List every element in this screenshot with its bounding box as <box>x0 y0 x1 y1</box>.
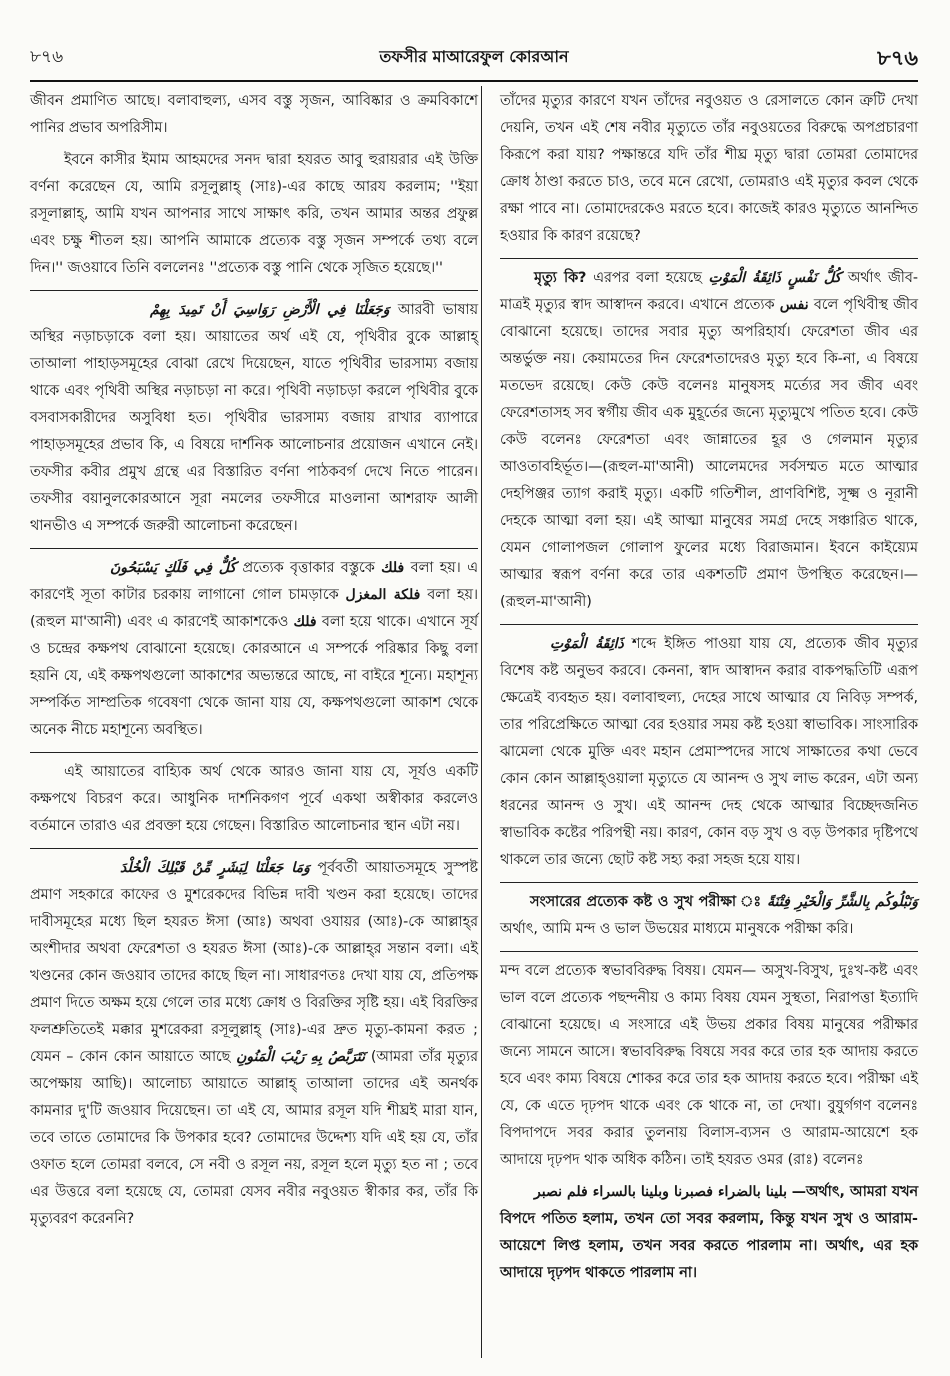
arabic-verse: ذَائِقَةُ الْمَوْتِ <box>550 636 624 652</box>
page-number-left: ৮৭৬ <box>30 47 64 67</box>
page-number-right: ৮৭৬ <box>877 46 918 70</box>
right-paragraph-6 <box>500 1179 918 1287</box>
arabic-verse: كُلٌّ فِي فَلَكٍ يَسْبَحُونَ <box>110 560 236 576</box>
page-header <box>30 40 918 74</box>
arabic-quote: بلينا بالضراء فصبرنا وبلينا بالسراء فلم نصبر <box>534 1184 788 1200</box>
right-paragraph-3 <box>500 631 918 874</box>
arabic-verse: وَجَعَلْنَا فِي الْأَرْضِ رَوَاسِيَ أَنْ تَمِيدَ بِهِمْ <box>150 302 390 318</box>
left-paragraph-4 <box>30 555 478 744</box>
right-paragraph-2 <box>500 265 918 616</box>
left-paragraph-6 <box>30 855 478 1233</box>
running-title: তফসীর মাআরেফুল কোরআন <box>379 47 569 66</box>
left-paragraph-4-d: বলা হয়ে থাকে। এখানে সূর্য ও চন্দ্রের কক্ষপথ বোঝানো হয়েছে। কোরআনে এ সম্পর্কে পরিষ্কার কিছু বলা হয়নি যে, এই কক্ষপথগুলো আকাশের অভ্যন্তরে আছে, না বাইরে শূন্যে। মহাশূন্য সম্পর্কিত সাম্প্রতিক গবেষণা থেকে জানা যায় যে, কক্ষপথগুলো আকাশ থেকে অনেক নীচে মহাশূন্যে অবস্থিত। <box>30 614 479 738</box>
section-heading: সংসারের প্রত্যেক কষ্ট ও সুখ পরীক্ষা ঃ <box>530 894 762 910</box>
arabic-verse-2: نَتَرَبَّصُ بِهِ رَيْبَ الْمَنُونِ <box>236 1049 366 1065</box>
header-rule <box>30 80 918 82</box>
right-column <box>500 88 918 1292</box>
separator <box>500 951 918 952</box>
separator <box>30 548 478 549</box>
right-paragraph-4-a: অর্থাৎ, আমি মন্দ ও ভাল উভয়ের মাধ্যমে মানুষকে পরীক্ষা করি। <box>500 921 854 937</box>
column-divider <box>481 86 482 1358</box>
separator <box>30 752 478 753</box>
left-paragraph-2: ইবনে কাসীর ইমাম আহমদের সনদ দ্বারা হযরত আবু হুরায়রার এই উক্তি বর্ণনা করেছেন যে, আমি রসূলুল্লাহ্ (সাঃ)-এর কাছে আরয করলাম; ''ইয়া রসূলাল্লাহ্, আমি যখন আপনার সাথে সাক্ষাৎ করি, তখন আমার অন্তর প্রফুল্ল এবং চক্ষু শীতল হয়। আপনি আমাকে প্রত্যেক বস্তু সৃজন সম্পর্কে তথ্য বলে দিন।'' জওয়াবে তিনি বললেনঃ ''প্রত্যেক বস্তু পানি থেকে সৃজিত হয়েছে।'' <box>30 152 478 276</box>
right-paragraph-2-b: অর্থাৎ জীব-মাত্রই মৃত্যুর স্বাদ আস্বাদন করবে। এখানে প্রত্যেক <box>500 270 919 313</box>
left-paragraph-1: জীবন প্রমাণিত আছে। বলাবাহুল্য, এসব বস্তু সৃজন, আবিষ্কার ও ক্রমবিকাশে পানির প্রভাব অপরিসীম। <box>30 93 478 136</box>
left-column <box>30 88 478 1238</box>
arabic-verse: كُلُّ نَفْسٍ ذَائِقَةُ الْمَوْتِ <box>708 270 842 286</box>
right-paragraph-2-c: বলে পৃথিবীস্থ জীব বোঝানো হয়েছে। তাদের সবার মৃত্যু অপরিহার্য। ফেরেশতা জীব এর অন্তর্ভুক্ত নয়। কেয়ামতের দিন ফেরেশতাদেরও মৃত্যু হবে কি-না, এ বিষয়ে মতভেদ রয়েছে। কেউ কেউ বলেনঃ মানুষসহ মর্ত্যের সব জীব এবং ফেরেশতাসহ সব স্বর্গীয় জীব এক মুহূর্তের জন্যে মৃত্যুমুখে পতিত হবে। কেউ কেউ বলেনঃ ফেরেশতা এবং জান্নাতের হূর ও গেলমান মৃত্যুর আওতাবহির্ভূত।—(রূহুল-মা'আনী) আলেমদের সর্বসম্মত মতে আত্মার দেহপিঞ্জর ত্যাগ করাই মৃত্যু। একটি গতিশীল, প্রাণবিশিষ্ট, সূক্ষ্ম ও নূরানী দেহকে আত্মা বলা হয়। এই আত্মা মানুষের সমগ্র দেহে সঞ্চারিত থাকে, যেমন গোলাপজল গোলাপ ফুলের মধ্যে বিরাজমান। ইবনে কাইয়্যেম আত্মার স্বরূপ বর্ণনা করে তার একশতটি প্রমাণ উপস্থিত করেছেন।—(রূহুল-মা'আনী) <box>500 297 919 610</box>
separator <box>30 290 478 291</box>
left-paragraph-5: এই আয়াতের বাহ্যিক অর্থ থেকে আরও জানা যায় যে, সূর্যও একটি কক্ষপথে বিচরণ করে। আধুনিক দার্শনিকগণ পূর্বে একথা অস্বীকার করলেও বর্তমানে তারাও এর প্রবক্তা হয়ে গেছেন। বিস্তারিত আলোচনার স্থান এটা নয়। <box>30 764 478 834</box>
arabic-verse: وَمَا جَعَلْنَا لِبَشَرٍ مِّنْ قَبْلِكَ الْخُلْدَ <box>120 860 310 876</box>
right-paragraph-2-a: এরপর বলা হয়েছে <box>593 270 702 286</box>
arabic-word-falakat: فلكة المغزل <box>345 587 421 603</box>
right-paragraph-5: মন্দ বলে প্রত্যেক স্বভাববিরুদ্ধ বিষয়। যেমন— অসুখ-বিসুখ, দুঃখ-কষ্ট এবং ভাল বলে প্রত্যেক পছন্দনীয় ও কাম্য বিষয় যেমন সুস্থতা, নিরাপত্তা ইত্যাদি বোঝানো হয়েছে। এ সংসারে এই উভয় প্রকার বিষয় মানুষের পরীক্ষার জন্যে সামনে আসে। স্বভাববিরুদ্ধ বিষয়ে সবর করে তার হক আদায় করতে হবে এবং কাম্য বিষয়ে শোকর করে তার হক আদায় করতে হবে। পরীক্ষা এই যে, কে এতে দৃঢ়পদ থাকে এবং কে থাকে না, তা দেখা। বুযুর্গগণ বলেনঃ বিপদাপদে সবর করার তুলনায় বিলাস-ব্যসন ও আরাম-আয়েশে হক আদায়ে দৃঢ়পদ থাক অধিক কঠিন। তাই হযরত ওমর (রাঃ) বলেনঃ <box>500 963 918 1168</box>
arabic-word-falak-2: فلك <box>293 614 317 630</box>
right-paragraph-6-text: —অর্থাৎ, আমরা যখন বিপদে পতিত হলাম, তখন তো সবর করলাম, কিন্তু যখন সুখ ও আরাম-আয়েশে লিপ্ত হলাম, তখন সবর করতে পারলাম না। অর্থাৎ, এর হক আদায়ে দৃঢ়পদ থাকতে পারলাম না। <box>500 1184 918 1281</box>
right-paragraph-4 <box>500 889 918 943</box>
right-paragraph-1: তাঁদের মৃত্যুর কারণে যখন তাঁদের নবুওয়ত ও রেসালতে কোন ত্রুটি দেখা দেয়নি, তখন এই শেষ নবীর মৃত্যুতে তাঁর নবুওয়তের বিরুদ্ধে অপপ্রচারণা কিরূপে করা যায়? পক্ষান্তরে যদি তাঁর শীঘ্র মৃত্যু দ্বারা তোমরা তোমাদের ক্রোধ ঠাণ্ডা করতে চাও, তবে মনে রেখো, তোমরাও এই মৃত্যুর কবল থেকে রক্ষা পাবে না। তোমাদেরকেও মরতে হবে। কাজেই কারও মৃত্যুতে আনন্দিত হওয়ার কি কারণ রয়েছে? <box>500 93 918 244</box>
separator <box>500 258 918 259</box>
left-paragraph-6-a: পূর্ববর্তী আয়াতসমূহে সুস্পষ্ট প্রমাণ সহকারে কাফের ও মুশরেকদের বিভিন্ন দাবী খণ্ডন করা হয়েছে। তাদের দাবীসমূহের মধ্যে ছিল হযরত ঈসা (আঃ) অথবা ওযায়র (আঃ)-কে আল্লাহ্‌র অংশীদার অথবা ফেরেশতা ও হযরত ঈসা (আঃ)-কে আল্লাহ্‌র সন্তান বলা। এই খণ্ডনের কোন জওয়াব তাদের কাছে ছিল না। সাধারণতঃ দেখা যায় যে, প্রতিপক্ষ প্রমাণ দিতে অক্ষম হয়ে গেলে তার মধ্যে ক্রোধ ও বিরক্তির সৃষ্টি হয়। এই বিরক্তির ফলশ্রুতিতেই মক্কার মুশরেকরা রসূলুল্লাহ্ (সাঃ)-এর দ্রুত মৃত্যু-কামনা করত ; যেমন – কোন কোন আয়াতে আছে <box>30 860 478 1065</box>
left-paragraph-4-a: প্রত্যেক বৃত্তাকার বস্তুকে <box>242 560 375 576</box>
left-paragraph-6-b: (আমরা তাঁর মৃত্যুর অপেক্ষায় আছি)। আলোচ্য আয়াতে আল্লাহ্ তাআলা তাদের এই অনর্থক কামনার দু'টি জওয়াব দিয়েছেন। তা এই যে, আমার রসূল যদি শীঘ্রই মারা যান, তবে তাতে তোমাদের কি উপকার হবে? তোমাদের উদ্দেশ্য যদি এই হয় যে, তাঁর ওফাত হলে তোমরা বলবে, সে নবী ও রসূল নয়, রসূল হলে মৃত্যু হত না ; তবে এর উত্তরে বলা হয়েছে যে, তোমরা যেসব নবীর নবুওয়ত স্বীকার কর, তাঁর কি মৃত্যুবরণ করেননি? <box>30 1049 479 1227</box>
section-heading: মৃত্যু কি? <box>534 270 587 286</box>
left-paragraph-3-text: আরবী ভাষায় অস্থির নড়াচড়াকে বলা হয়। আয়াতের অর্থ এই যে, পৃথিবীর বুকে আল্লাহ্ তাআলা পাহাড়সমূহের বোঝা রেখে দিয়েছেন, যাতে পৃথিবীর ভারসাম্য বজায় থাকে এবং পৃথিবী অস্থির নড়াচড়া না করে। পৃথিবী নড়াচড়া করলে পৃথিবীর বুকে বসবাসকারীদের অসুবিধা হত। পৃথিবীর ভারসাম্য বজায় রাখার ব্যাপারে পাহাড়সমূহের প্রভাব কি, এ বিষয়ে দার্শনিক আলোচনার প্রয়োজন এখানে নেই। তফসীর কবীর প্রমুখ গ্রন্থে এর বিস্তারিত বর্ণনা পাঠকবর্গ দেখে নিতে পারেন। তফসীর বয়ানুলকোরআনে সূরা নমলের তফসীরে মাওলানা আশরাফ আলী থানভীও এ সম্পর্কে জরুরী আলোচনা করেছেন। <box>30 302 478 534</box>
arabic-word-nafs: نفس <box>779 297 809 313</box>
left-paragraph-3 <box>30 297 478 540</box>
arabic-word-falak: فلك <box>381 560 405 576</box>
separator <box>500 882 918 883</box>
arabic-verse: وَنَبْلُوكُم بِالشَّرِّ وَالْخَيْرِ فِتْنَةً <box>767 894 919 910</box>
separator <box>30 848 478 849</box>
left-paragraph-4-b: বলা হয়। এ কারণেই সূতা কাটার চরকায় লাগানো গোল চামড়াকে <box>30 560 479 603</box>
separator <box>500 624 918 625</box>
left-paragraph-4-c: বলা হয়। (রূহুল মা'আনী) এবং এ কারণেই আকাশকেও <box>30 587 478 630</box>
right-paragraph-3-text: শব্দে ইঙ্গিত পাওয়া যায় যে, প্রত্যেক জীব মৃত্যুর বিশেষ কষ্ট অনুভব করবে। কেননা, স্বাদ আস্বাদন করার বাকপদ্ধতিটি এরূপ ক্ষেত্রেই ব্যবহৃত হয়। বলাবাহুল্য, দেহের সাথে আত্মার যে নিবিড় সম্পর্ক, তার পরিপ্রেক্ষিতে আত্মা বের হওয়ার সময় কষ্ট হওয়া স্বাভাবিক। সাংসারিক ঝামেলা থেকে মুক্তি এবং মহান প্রেমাস্পদের সাথে সাক্ষাতের কথা ভেবে কোন কোন আল্লাহ্ওয়ালা মৃত্যুতে যে আনন্দ ও সুখ লাভ করেন, এটা অন্য ধরনের আনন্দ ও সুখ। এই আনন্দ দেহ থেকে আত্মার বিচ্ছেদজনিত স্বাভাবিক কষ্টের পরিপন্থী নয়। কারণ, কোন বড় সুখ ও বড় উপকার দৃষ্টিপথে থাকলে তার জন্যে ছোট কষ্ট সহ্য করা সহজ হয়ে যায়। <box>500 636 918 868</box>
